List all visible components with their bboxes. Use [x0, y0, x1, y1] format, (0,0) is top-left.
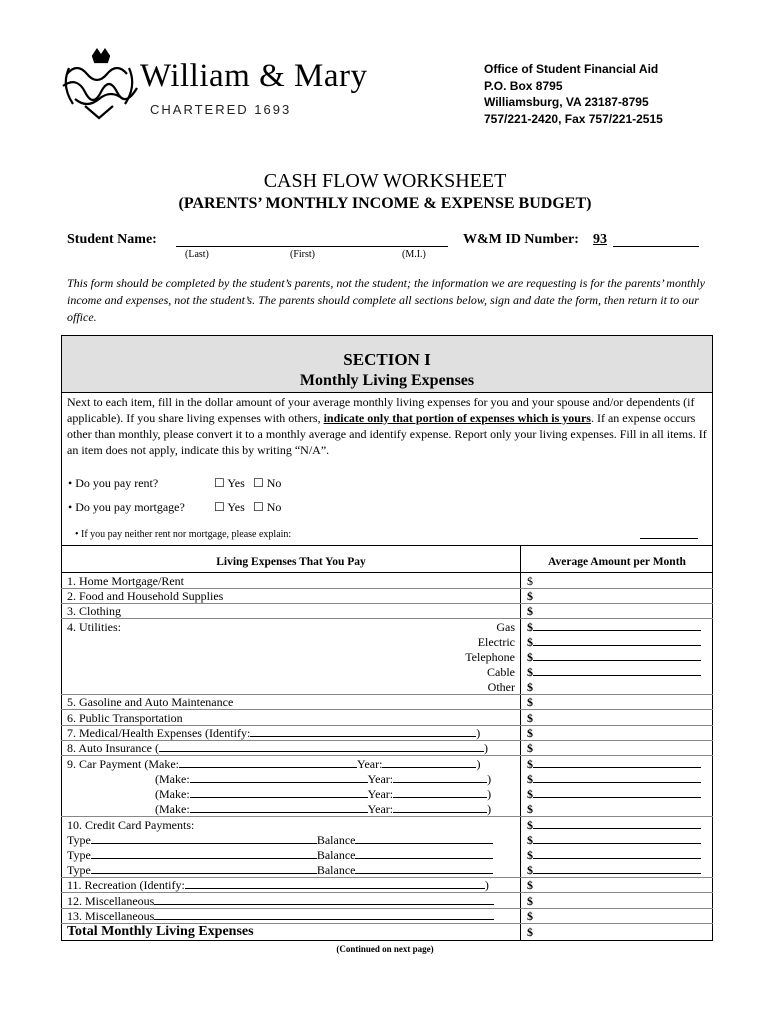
balance-label: Balance	[316, 863, 356, 877]
card-type-field[interactable]	[91, 863, 317, 874]
amount-field-cable[interactable]	[527, 665, 701, 680]
first-name-caption: (First)	[290, 249, 315, 260]
amount-line[interactable]	[533, 818, 701, 829]
car-year-field[interactable]	[393, 787, 487, 798]
row-divider	[61, 755, 713, 756]
card-balance-field[interactable]	[355, 863, 493, 874]
amount-line[interactable]	[533, 650, 701, 661]
amount-line[interactable]	[533, 665, 701, 676]
amount-line[interactable]	[533, 833, 701, 844]
amount-line[interactable]	[533, 863, 701, 874]
office-line: Williamsburg, VA 23187-8795	[484, 95, 649, 109]
dollar-sign: $	[527, 620, 533, 634]
amount-field-credit-1[interactable]	[527, 818, 701, 833]
balance-label: Balance	[316, 848, 356, 862]
card-type-field[interactable]	[91, 848, 317, 859]
credit-card-line	[67, 833, 493, 848]
amount-field[interactable]: $	[527, 604, 533, 618]
neither-explain-label: • If you pay neither rent nor mortgage, please explain:	[75, 529, 292, 540]
car-payment-line	[155, 772, 491, 787]
dollar-sign: $	[527, 772, 533, 786]
amount-field[interactable]: $	[527, 909, 533, 923]
item-food: 2. Food and Household Supplies	[67, 589, 224, 603]
instr-emphasis: indicate only that portion of expenses which is yours	[323, 411, 591, 425]
amount-field-credit-3[interactable]	[527, 848, 701, 863]
item-credit-cards: 10. Credit Card Payments:	[67, 818, 195, 832]
amount-field-electric[interactable]	[527, 635, 701, 650]
amount-field-credit-2[interactable]	[527, 833, 701, 848]
continued-note: (Continued on next page)	[336, 944, 434, 954]
dollar-sign: $	[527, 665, 533, 679]
amount-line[interactable]	[533, 848, 701, 859]
amount-field[interactable]: $	[527, 878, 533, 892]
mortgage-no-checkbox[interactable]: ☐ No	[253, 500, 282, 514]
office-line: 757/221-2420, Fax 757/221-2515	[484, 111, 663, 126]
amount-line[interactable]	[533, 635, 701, 646]
amount-field-gas[interactable]	[527, 620, 701, 635]
row-divider	[61, 709, 713, 710]
item-label: 13. Miscellaneous	[67, 909, 155, 923]
row-divider	[61, 892, 713, 893]
misc-field[interactable]	[154, 909, 494, 920]
item-auto-insurance	[67, 741, 488, 756]
rent-yes-checkbox[interactable]: ☐ Yes	[214, 476, 245, 490]
item-misc-1	[67, 894, 494, 909]
amount-field[interactable]: $	[527, 695, 533, 709]
middle-initial-caption: (M.I.)	[402, 249, 426, 260]
column-divider	[520, 546, 521, 941]
office-line: Office of Student Financial Aid	[484, 62, 659, 76]
misc-field[interactable]	[154, 894, 494, 905]
amount-field-car-3[interactable]	[527, 787, 701, 802]
amount-field[interactable]: $	[527, 711, 533, 725]
divider	[61, 392, 713, 393]
item-misc-2	[67, 909, 494, 924]
year-label: Year:	[356, 757, 383, 771]
divider	[61, 545, 713, 546]
section-subtitle: Monthly Living Expenses	[299, 372, 475, 389]
item-label: 8. Auto Insurance (	[67, 741, 159, 755]
dollar-sign: $	[527, 863, 533, 877]
id-number-prefix: 93	[593, 232, 607, 247]
last-name-caption: (Last)	[185, 249, 209, 260]
car-make-field[interactable]	[190, 802, 368, 813]
utility-cable: Cable	[487, 665, 515, 679]
dollar-sign: $	[527, 833, 533, 847]
item-utilities: 4. Utilities:	[67, 620, 121, 634]
card-type-field[interactable]	[91, 833, 317, 844]
amount-field-telephone[interactable]	[527, 650, 701, 665]
office-line: P.O. Box 8795	[484, 78, 563, 93]
amount-field-other[interactable]: $	[527, 680, 533, 694]
instr-text: Next to each item, fill in the dollar amount of your average monthly living expenses for you and your spouse and/or dependents (if applicable). If you share living expenses with others,	[67, 395, 695, 425]
amount-field[interactable]: $	[527, 894, 533, 908]
item-car-payment	[67, 757, 480, 772]
amount-line[interactable]	[533, 620, 701, 631]
page-subtitle: (PARENTS’ MONTHLY INCOME & EXPENSE BUDGET)	[178, 195, 592, 212]
close-paren: )	[487, 802, 492, 816]
car-year-field[interactable]	[393, 772, 487, 783]
car-make-field[interactable]	[190, 772, 368, 783]
card-balance-field[interactable]	[355, 833, 493, 844]
instr-text: . If an expense occurs other than monthly, please convert it to a monthly average and identify expense. Report only your living expenses. Fill in all items. If an item does not apply, indicate this by writing “N/A”.	[67, 411, 707, 457]
amount-field-car-4[interactable]: $	[527, 802, 533, 816]
recreation-field[interactable]	[185, 878, 485, 889]
close-paren: )	[484, 878, 489, 892]
mortgage-yes-checkbox[interactable]: ☐ Yes	[214, 500, 245, 514]
office-address	[484, 61, 663, 127]
item-home-mortgage: 1. Home Mortgage/Rent	[67, 574, 184, 588]
rent-question: • Do you pay rent?	[68, 476, 159, 490]
close-paren: )	[476, 726, 481, 740]
total-label: Total Monthly Living Expenses	[67, 924, 254, 939]
close-paren: )	[487, 787, 492, 801]
item-public-transport: 6. Public Transportation	[67, 711, 183, 725]
student-name-label: Student Name:	[67, 232, 157, 247]
amount-field[interactable]: $	[527, 574, 533, 588]
rent-no-checkbox[interactable]: ☐ No	[253, 476, 282, 490]
amount-field-total[interactable]: $	[527, 925, 533, 939]
car-year-field[interactable]	[393, 802, 487, 813]
year-label: Year:	[367, 802, 394, 816]
amount-field[interactable]: $	[527, 741, 533, 755]
intro-instructions: This form should be completed by the student’s parents, not the student; the information we are requesting is for the parents’ monthly income and expenses, not the student’s. The parents should complete all sections below, sign and date the form, then return it to our office.	[67, 276, 705, 324]
amount-field-car-1[interactable]	[527, 757, 701, 772]
utility-electric: Electric	[477, 635, 515, 649]
auto-insurance-field[interactable]	[159, 741, 484, 752]
col-header-expenses: Living Expenses That You Pay	[216, 556, 366, 568]
utility-other: Other	[487, 680, 515, 694]
dollar-sign: $	[527, 818, 533, 832]
row-divider	[61, 618, 713, 619]
amount-line[interactable]	[533, 757, 701, 768]
car-make-field[interactable]	[190, 787, 368, 798]
balance-label: Balance	[316, 833, 356, 847]
amount-line[interactable]	[533, 772, 701, 783]
credit-card-line	[67, 848, 493, 863]
make-label: (Make:	[155, 787, 190, 801]
row-divider	[61, 603, 713, 604]
credit-card-line	[67, 863, 493, 878]
utility-telephone: Telephone	[465, 650, 515, 664]
car-payment-line	[155, 787, 491, 802]
dollar-sign: $	[527, 787, 533, 801]
dollar-sign: $	[527, 650, 533, 664]
id-number-label: W&M ID Number:	[463, 232, 579, 247]
type-label: Type	[67, 848, 91, 862]
amount-field[interactable]: $	[527, 726, 533, 740]
item-label: 7. Medical/Health Expenses (Identify:	[67, 726, 251, 740]
item-label: 9. Car Payment (Make:	[67, 757, 179, 771]
page-title: CASH FLOW WORKSHEET	[263, 170, 507, 192]
close-paren: )	[476, 757, 481, 771]
amount-field-credit-4[interactable]	[527, 863, 701, 878]
row-divider	[61, 816, 713, 817]
divider	[61, 572, 713, 573]
item-gasoline: 5. Gasoline and Auto Maintenance	[67, 695, 234, 709]
amount-field-car-2[interactable]	[527, 772, 701, 787]
dollar-sign: $	[527, 635, 533, 649]
type-label: Type	[67, 833, 91, 847]
section-title: SECTION I	[343, 350, 431, 369]
make-label: (Make:	[155, 772, 190, 786]
neither-explain-field[interactable]	[640, 538, 698, 539]
item-label: 12. Miscellaneous	[67, 894, 155, 908]
medical-identify-field[interactable]	[250, 726, 476, 737]
id-number-field[interactable]	[613, 246, 699, 247]
dollar-sign: $	[527, 848, 533, 862]
section-instructions	[67, 394, 709, 458]
mortgage-question: • Do you pay mortgage?	[68, 500, 185, 514]
logo-chartered: CHARTERED 1693	[150, 102, 292, 117]
year-label: Year:	[367, 772, 394, 786]
item-recreation	[67, 878, 489, 893]
col-header-amount: Average Amount per Month	[548, 556, 686, 568]
year-label: Year:	[367, 787, 394, 801]
dollar-sign: $	[527, 757, 533, 771]
make-label: (Make:	[155, 802, 190, 816]
item-clothing: 3. Clothing	[67, 604, 122, 618]
type-label: Type	[67, 863, 91, 877]
card-balance-field[interactable]	[355, 848, 493, 859]
amount-line[interactable]	[533, 787, 701, 798]
cypher-crown-icon	[55, 44, 145, 124]
student-name-field[interactable]	[176, 246, 448, 247]
car-year-field[interactable]	[382, 757, 476, 768]
utility-gas: Gas	[496, 620, 515, 634]
amount-field[interactable]: $	[527, 589, 533, 603]
car-payment-line	[155, 802, 491, 817]
close-paren: )	[487, 772, 492, 786]
close-paren: )	[483, 741, 488, 755]
car-make-field[interactable]	[179, 757, 357, 768]
item-label: 11. Recreation (Identify:	[67, 878, 185, 892]
logo-wordmark: William & Mary	[140, 58, 368, 94]
item-medical	[67, 726, 480, 741]
